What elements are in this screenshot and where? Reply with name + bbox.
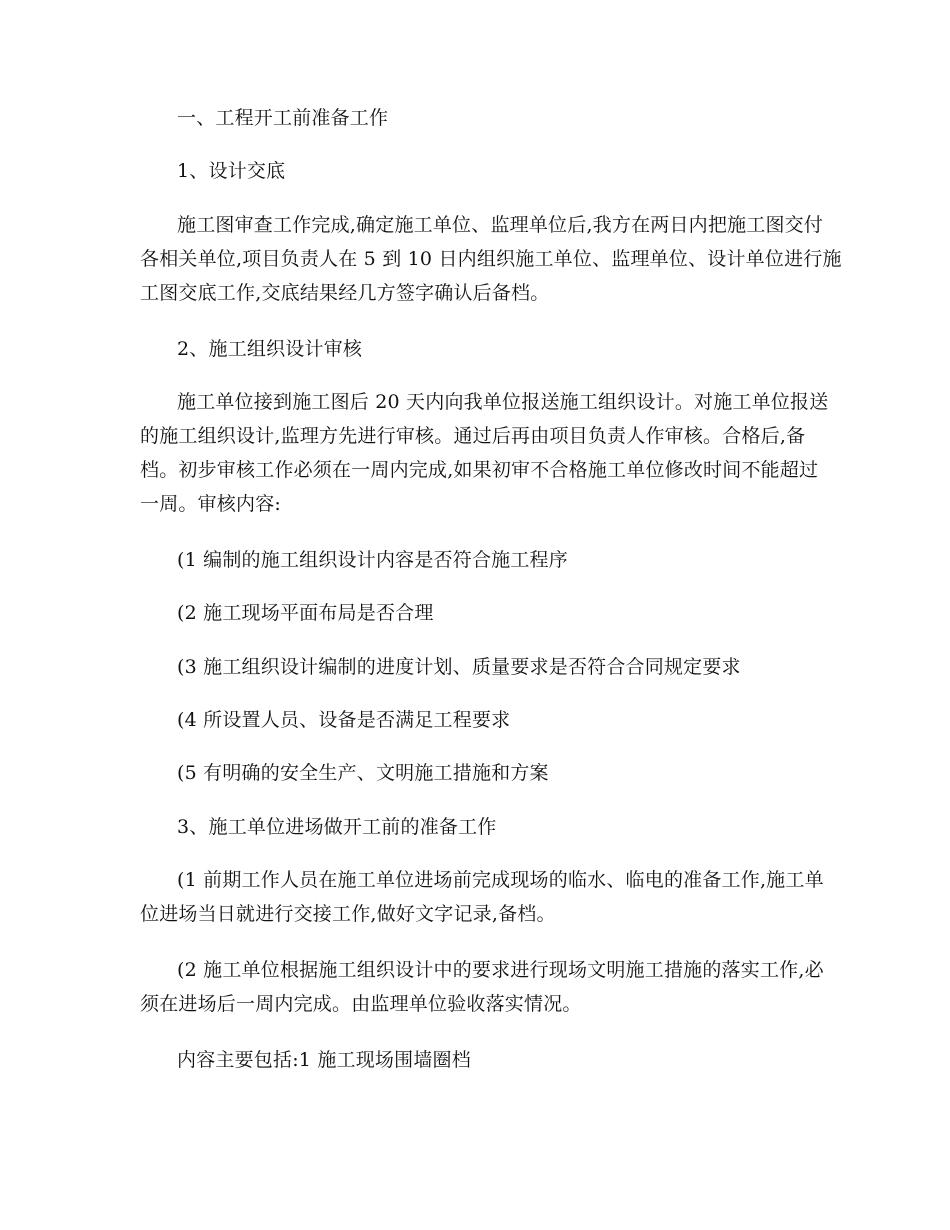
subsection-heading-site-preparation: 3、施工单位进场做开工前的准备工作 [177, 816, 497, 838]
paragraph-preparation-item-1: (1 前期工作人员在施工单位进场前完成现场的临水、临电的准备工作,施工单 位进场当日就进行交接工作,做好文字记录,备档。 [140, 869, 824, 925]
review-item: (5 有明确的安全生产、文明施工措施和方案 [177, 762, 549, 784]
paragraph-construction-design-review: 施工单位接到施工图后 20 天内向我单位报送施工组织设计。对施工单位报送 的施工组织设计,监理方先进行审核。通过后再由项目负责人作审核。合格后,备 档。初步审核工作必须在一周内完成,如果初审不合格施工单位修改时间不能超过 一周。审核内容: [140, 391, 829, 515]
paragraph-content-summary: 内容主要包括:1 施工现场围墙圈档 [177, 1049, 471, 1071]
paragraph-design-briefing: 施工图审查工作完成,确定施工单位、监理单位后,我方在两日内把施工图交付 各相关单位,项目负责人在 5 到 10 日内组织施工单位、监理单位、设计单位进行施 工图交底工作,交底结果经几方签字确认后备档。 [140, 214, 842, 304]
review-item: (2 施工现场平面布局是否合理 [177, 602, 434, 624]
subsection-heading-design-briefing: 1、设计交底 [177, 160, 286, 182]
paragraph-preparation-item-2: (2 施工单位根据施工组织设计中的要求进行现场文明施工措施的落实工作,必 须在进场后一周内完成。由监理单位验收落实情况。 [140, 959, 824, 1015]
review-item: (3 施工组织设计编制的进度计划、质量要求是否符合合同规定要求 [177, 656, 741, 678]
review-item: (4 所设置人员、设备是否满足工程要求 [177, 709, 511, 731]
section-heading: 一、工程开工前准备工作 [177, 107, 389, 129]
subsection-heading-construction-design-review: 2、施工组织设计审核 [177, 338, 363, 360]
review-item: (1 编制的施工组织设计内容是否符合施工程序 [177, 549, 568, 571]
